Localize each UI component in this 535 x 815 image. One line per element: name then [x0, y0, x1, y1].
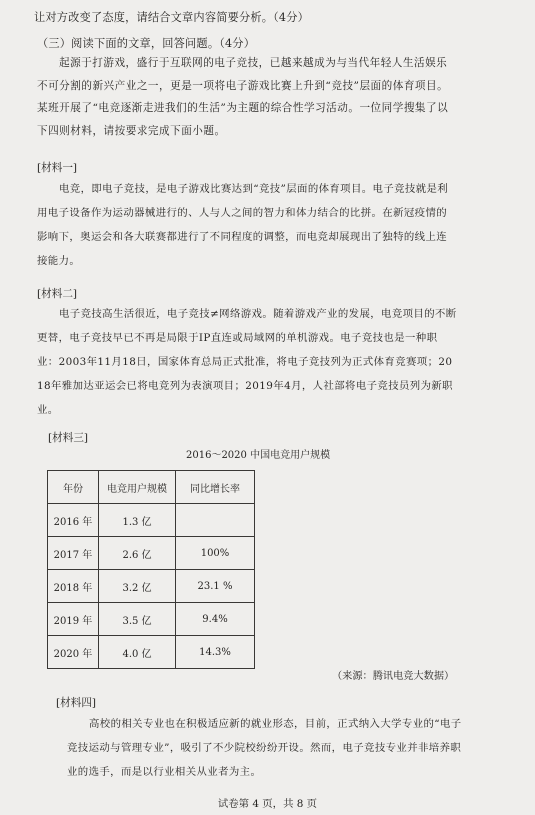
cell-year: 2020 年: [48, 636, 99, 669]
cell-growth: 9.4%: [176, 603, 255, 636]
header-year: 年份: [48, 471, 99, 504]
material-1-text: 电竞，即电子竞技，是电子游戏比赛达到“竞技”层面的体育项目。电子竞技就是利用电子设备作为运动器械进行的、人与人之间的智力和体力结合的比拼。在新冠疫情的影响下，奥运会和各大联赛都进行了不同程度的调整，而电竞却展现出了独特的线上连接能力。: [37, 183, 449, 267]
material-2-label: [材料二]: [37, 288, 78, 300]
cell-year: 2016 年: [48, 504, 99, 537]
cell-users: 3.5 亿: [99, 603, 176, 636]
material-1-label: [材料一]: [37, 162, 78, 174]
esports-users-table: [47, 470, 255, 669]
material-2-text: 电子竞技高生活很近，电子竞技≠网络游戏。随着游戏产业的发展，电竞项目的不断更替，电子竞技早已不再是局限于IP直连或局域网的单机游戏。电子竞技也是一种职业：2003年11月18日，国家体育总局正式批准，将电子竞技列为正式体育竞赛项；2018年雅加达亚运会已将电竞列为表演项目；2019年4月，人社部将电子竞技员列为新职业。: [37, 308, 457, 416]
table-row: [48, 570, 255, 603]
table-row: [48, 504, 255, 537]
cell-year: 2019 年: [48, 603, 99, 636]
previous-question-tail: 让对方改变了态度，请结合文章内容简要分析。（4分）: [34, 11, 310, 24]
material-3-label: [材料三]: [48, 432, 89, 444]
table-row: [48, 636, 255, 669]
table-title: 2016～2020 中国电竞用户规模: [186, 450, 331, 461]
table-source: （来源：腾讯电竞大数据）: [332, 671, 455, 682]
intro-paragraph: 起源于打游戏，盛行于互联网的电子竞技，已越来越成为与当代年轻人生活娱乐不可分割的新兴产业之一，更是一项将电子游戏比赛上升到“竞技”层面的体育项目。某班开展了“电竞逐渐走进我们的生活”为主题的综合性学习活动。一位同学搜集了以下四则材料，请按要求完成下面小题。: [37, 57, 449, 137]
cell-growth: 23.1 %: [176, 570, 255, 603]
table-row: [48, 537, 255, 570]
cell-users: 1.3 亿: [99, 504, 176, 537]
cell-users: 4.0 亿: [99, 636, 176, 669]
cell-growth: 100%: [176, 537, 255, 570]
cell-users: 3.2 亿: [99, 570, 176, 603]
table-row: [48, 603, 255, 636]
section-heading: （三）阅读下面的文章，回答问题。（4分）: [37, 37, 256, 50]
page-footer: 试卷第 4 页，共 8 页: [217, 798, 318, 810]
table-header-row: [48, 471, 255, 504]
cell-growth: [176, 504, 255, 537]
cell-growth: 14.3%: [176, 636, 255, 669]
cell-users: 2.6 亿: [99, 537, 176, 570]
material-4-label: [材料四]: [56, 697, 97, 709]
header-users: 电竞用户规模: [99, 471, 176, 504]
cell-year: 2017 年: [48, 537, 99, 570]
material-4-text: 高校的相关专业也在积极适应新的就业形态，目前，正式纳入大学专业的“电子竞技运动与管理专业”，吸引了不少院校纷纷开设。然而，电子竞技专业并非培养职业的选手，而是以行业相关从业者为主。: [67, 718, 462, 778]
header-growth: 同比增长率: [176, 471, 255, 504]
cell-year: 2018 年: [48, 570, 99, 603]
